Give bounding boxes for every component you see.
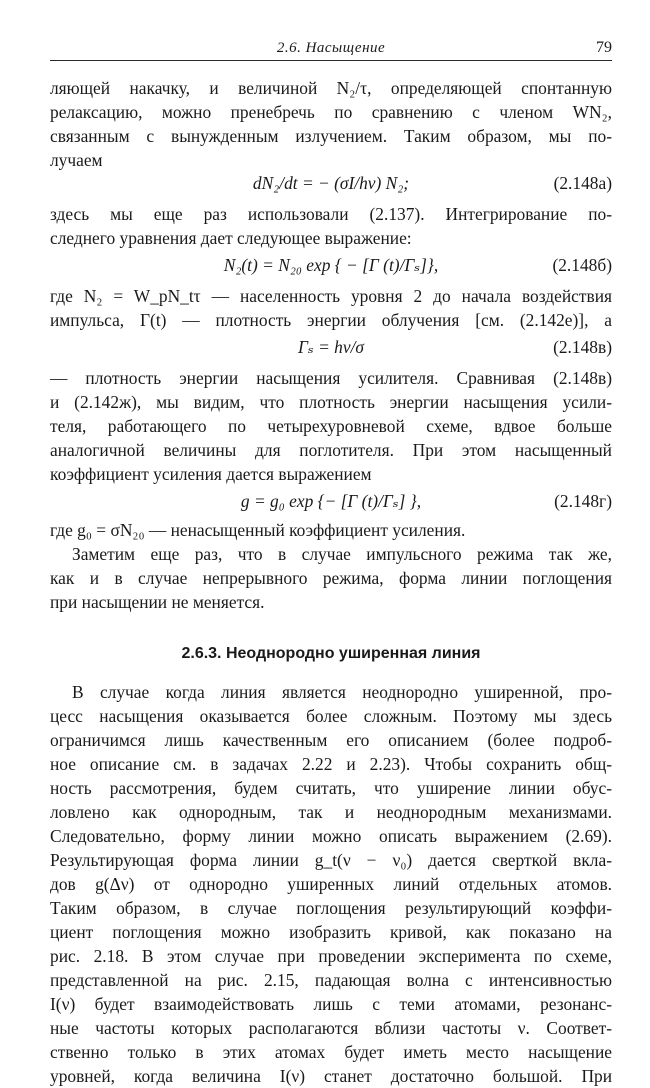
text-line: здесь мы еще раз использовали (2.137). Интегрирование по- xyxy=(50,204,612,224)
page-number: 79 xyxy=(596,39,612,56)
text-line: уровней, когда величина I(ν) станет достаточно большой. При xyxy=(50,1066,612,1086)
text-line: циент поглощения можно изобразить кривой, как показано на xyxy=(50,922,612,942)
equation-number: (2.148б) xyxy=(552,255,612,275)
text-line: ность рассмотрения, будем считать, что уширение линии обус- xyxy=(50,778,612,798)
text-line: цесс насыщения оказывается более сложным. Поэтому мы здесь xyxy=(50,706,612,726)
text-line: Таким образом, в случае поглощения результирующий коэффи- xyxy=(50,898,612,918)
text-line: ственно только в этих атомах будет иметь место насыщение xyxy=(50,1042,612,1062)
text-line: коэффициент усиления дается выражением xyxy=(50,464,372,484)
text-line: Следовательно, форму линии можно описать выражением (2.69). xyxy=(50,826,612,846)
text-line: Заметим еще раз, что в случае импульсного режима так же, xyxy=(72,544,612,564)
equation-2-148b xyxy=(50,250,612,280)
text-line: ные частоты которых располагаются вблизи частоты ν. Соответ- xyxy=(50,1018,612,1038)
text-line: ляющей накачку, и величиной N₂/τ, определяющей спонтанную xyxy=(50,78,612,98)
text-line: как и в случае непрерывного режима, форма линии поглощения xyxy=(50,568,612,588)
equation-formula: g = g₀ exp {− [Γ (t)/Γₛ] }, xyxy=(240,491,422,511)
equation-2-148a xyxy=(50,168,612,198)
text-line: ограничимся лишь качественным его описанием (более подроб- xyxy=(50,730,612,750)
text-line: где N₂ = W_pN_tτ — населенность уровня 2 до начала воздействия xyxy=(50,286,612,306)
paragraph-7 xyxy=(50,680,612,1088)
section-heading: 2.6.3. Неоднородно уширенная линия xyxy=(181,645,481,662)
text-line: представленной на рис. 2.15, падающая волна с интенсивностью xyxy=(50,970,612,990)
text-line: лучаем xyxy=(50,150,103,170)
equation-formula: Γₛ = hν/σ xyxy=(297,337,364,357)
page-body xyxy=(50,76,612,1088)
text-line: рис. 2.18. В этом случае при проведении эксперимента по схеме, xyxy=(50,946,612,966)
equation-number: (2.148в) xyxy=(553,337,612,357)
paragraph-1 xyxy=(50,76,612,172)
text-line: I(ν) будет взаимодействовать лишь с теми атомами, резонанс- xyxy=(50,994,612,1014)
equation-formula: N₂(t) = N₂₀ exp { − [Γ (t)/Γₛ]}, xyxy=(223,255,439,275)
paragraph-4 xyxy=(50,366,612,486)
text-line: дов g(Δν) от однородно уширенных линий отдельных атомов. xyxy=(50,874,612,894)
text-line: связанным с вынужденным излучением. Таким образом, мы по- xyxy=(50,126,612,146)
paragraph-3 xyxy=(50,284,612,332)
paragraph-5 xyxy=(50,518,612,542)
text-line: релаксацию, можно пренебречь по сравнению с членом WN₂, xyxy=(50,102,612,122)
paragraph-2 xyxy=(50,202,612,250)
running-header xyxy=(50,34,612,61)
equation-formula: dN₂/dt = − (σI/hν) N₂; xyxy=(252,173,410,193)
equation-number: (2.148а) xyxy=(553,173,612,193)
text-line: аналогичной величины для поглотителя. При этом насыщенный xyxy=(50,440,612,460)
text-line: следнего уравнения дает следующее выражение: xyxy=(50,228,412,248)
text-line: ловлено как однородным, так и неоднородным механизмами. xyxy=(50,802,612,822)
text-line: и (2.142ж), мы видим, что плотность энергии насыщения усили- xyxy=(50,392,612,412)
equation-number: (2.148г) xyxy=(554,491,612,511)
text-line: теля, работающего по четырехуровневой схеме, вдвое больше xyxy=(50,416,612,436)
text-line: — плотность энергии насыщения усилителя. Сравнивая (2.148в) xyxy=(50,368,612,388)
equation-2-148g xyxy=(50,486,612,516)
text-line: где g₀ = σN₂₀ — ненасыщенный коэффициент усиления. xyxy=(50,520,466,540)
equation-2-148v xyxy=(50,332,612,362)
text-line: В случае когда линия является неоднородно уширенной, про- xyxy=(72,682,612,702)
running-title: 2.6. Насыщение xyxy=(276,40,386,56)
text-line: при насыщении не меняется. xyxy=(50,592,265,612)
text-line: импульса, Γ(t) — плотность энергии облучения [см. (2.142е)], а xyxy=(50,310,612,330)
text-line: ное описание см. в задачах 2.22 и 2.23). Чтобы сохранить общ- xyxy=(50,754,612,774)
paragraph-6 xyxy=(50,542,612,614)
text-line: Результирующая форма линии g_t(ν − ν₀) дается сверткой вкла- xyxy=(50,850,612,870)
